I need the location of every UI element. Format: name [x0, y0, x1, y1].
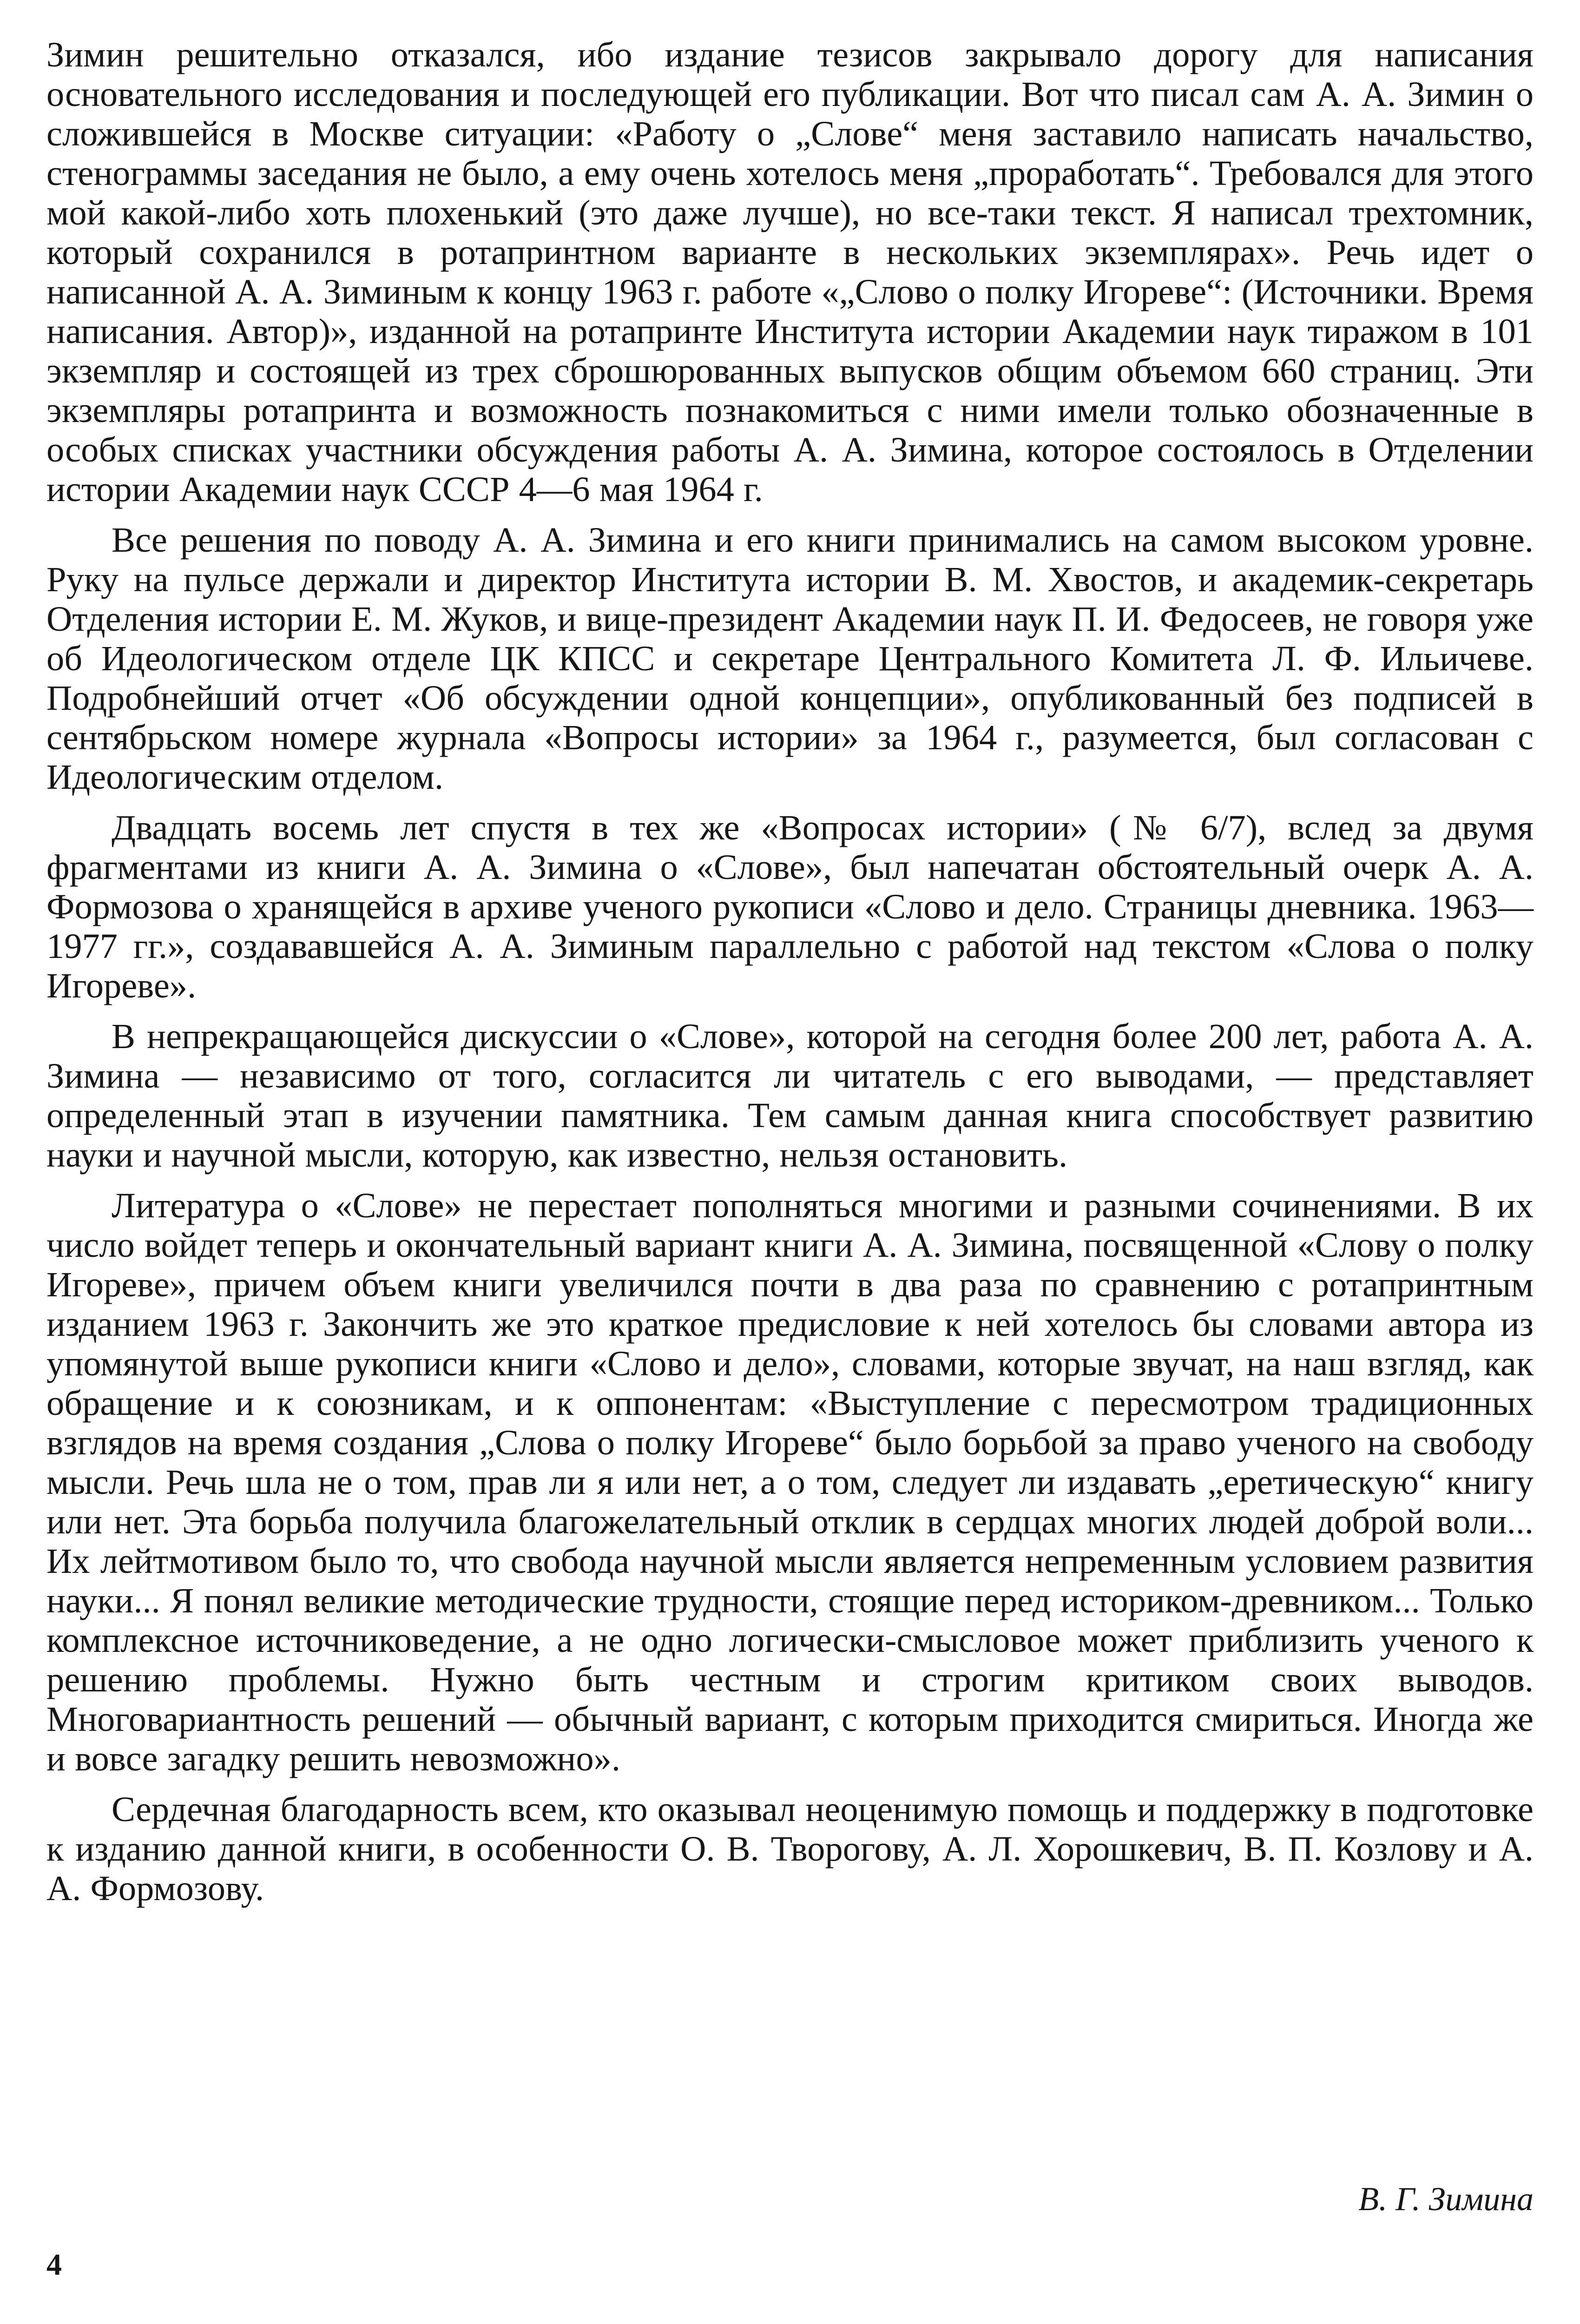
page-body [46, 35, 1534, 1919]
paragraph-2: Все решения по поводу А. А. Зимина и его книги принимались на самом высоком уровне. Руку на пульсе держали и директор Института истории В. М. Хвостов, и академик-секретарь Отделения истории Е. М. Жуков, и вице-президент Академии наук П. И. Федосеев, не говоря уже об Идеологическом отделе ЦК КПСС и секретаре Центрального Комитета Л. Ф. Ильичеве. Подробнейший отчет «Об обсуждении одной концепции», опубликованный без подписей в сентябрьском номере журнала «Вопросы истории» за 1964 г., разумеется, был согласован с Идеологическим отделом. [46, 520, 1534, 797]
paragraph-3: Двадцать восемь лет спустя в тех же «Вопросах истории» (№ 6/7), вслед за двумя фрагментами из книги А. А. Зимина о «Слове», был напечатан обстоятельный очерк А. А. Формозова о хранящейся в архиве ученого рукописи «Слово и дело. Страницы дневника. 1963—1977 гг.», создававшейся А. А. Зиминым параллельно с работой над текстом «Слова о полку Игореве». [46, 808, 1534, 1005]
paragraph-1: Зимин решительно отказался, ибо издание тезисов закрывало дорогу для написания основательного исследования и последующей его публикации. Вот что писал сам А. А. Зимин о сложившейся в Москве ситуации: «Работу о „Слове“ меня заставило написать начальство, стенограммы заседания не было, а ему очень хотелось меня „проработать“. Требовался для этого мой какой-либо хоть плохенький (это даже лучше), но все-таки текст. Я написал трехтомник, который сохранился в ротапринтном варианте в нескольких экземплярах». Речь идет о написанной А. А. Зиминым к концу 1963 г. работе «„Слово о полку Игореве“: (Источники. Время написания. Автор)», изданной на ротапринте Института истории Академии наук тиражом в 101 экземпляр и состоящей из трех сброшюрованных выпусков общим объемом 660 страниц. Эти экземпляры ротапринта и возможность познакомиться с ними имели только обозначенные в особых списках участники обсуждения работы А. А. Зимина, которое состоялось в Отделении истории Академии наук СССР 4—6 мая 1964 г. [46, 35, 1534, 509]
paragraph-4: В непрекращающейся дискуссии о «Слове», которой на сегодня более 200 лет, работа А. А. Зимина — независимо от того, согласится ли читатель с его выводами, — представляет определенный этап в изучении памятника. Тем самым данная книга способствует развитию науки и научной мысли, которую, как известно, нельзя остановить. [46, 1017, 1534, 1175]
author-signature: В. Г. Зимина [1358, 2180, 1534, 2218]
paragraph-5: Литература о «Слове» не перестает пополняться многими и разными сочинениями. В их число войдет теперь и окончательный вариант книги А. А. Зимина, посвященной «Слову о полку Игореве», причем объем книги увеличился почти в два раза по сравнению с ротапринтным изданием 1963 г. Закончить же это краткое предисловие к ней хотелось бы словами автора из упомянутой выше рукописи книги «Слово и дело», словами, которые звучат, на наш взгляд, как обращение и к союзникам, и к оппонентам: «Выступление с пересмотром традиционных взглядов на время создания „Слова о полку Игореве“ было борьбой за право ученого на свободу мысли. Речь шла не о том, прав ли я или нет, а о том, следует ли издавать „еретическую“ книгу или нет. Эта борьба получила благожелательный отклик в сердцах многих людей доброй воли... Их лейтмотивом было то, что свобода научной мысли является непременным условием развития науки... Я понял великие методические трудности, стоящие перед историком-древником... Только комплексное источниковедение, а не одно логически-смысловое может приблизить ученого к решению проблемы. Нужно быть честным и строгим критиком своих выводов. Многовариантность решений — обычный вариант, с которым приходится смириться. Иногда же и вовсе загадку решить невозможно». [46, 1186, 1534, 1778]
page-number: 4 [46, 2248, 62, 2282]
paragraph-6: Сердечная благодарность всем, кто оказывал неоценимую помощь и поддержку в подготовке к изданию данной книги, в особенности О. В. Творогову, А. Л. Хорошкевич, В. П. Козлову и А. А. Формозову. [46, 1789, 1534, 1908]
